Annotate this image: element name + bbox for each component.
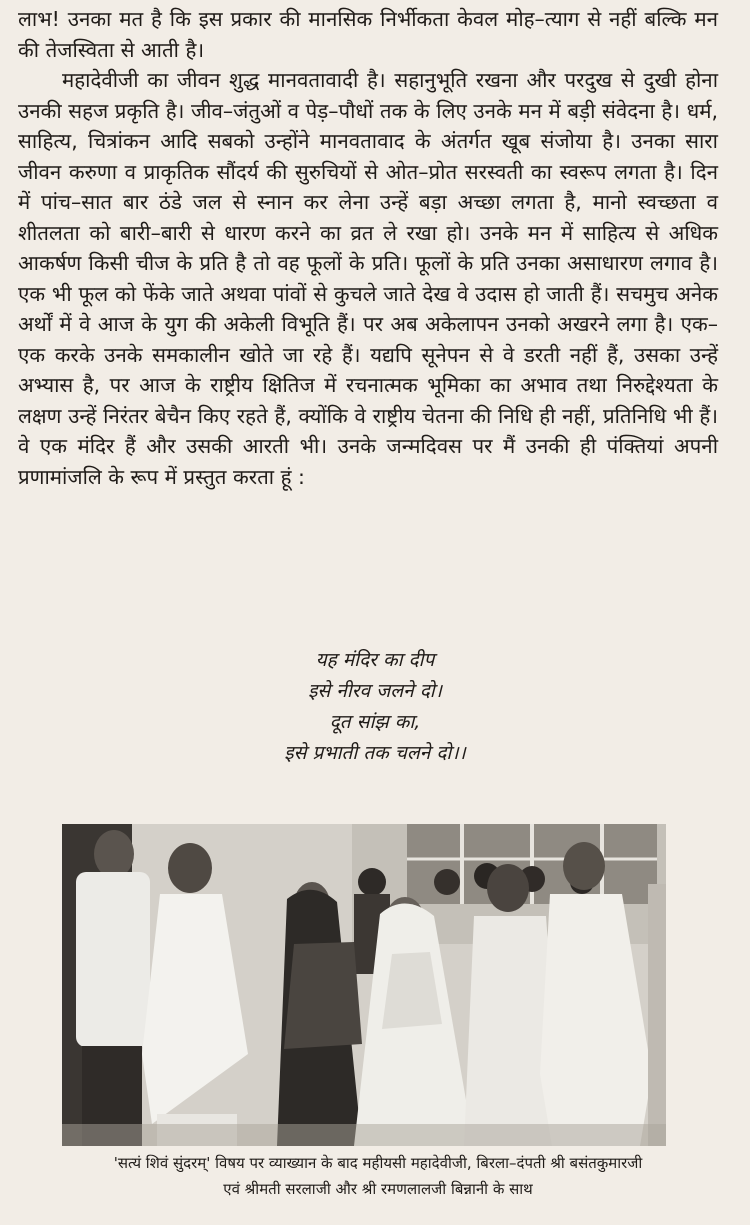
caption-line: 'सत्यं शिवं सुंदरम्' विषय पर व्याख्यान के बाद महीयसी महादेवीजी, बिरला–दंपती श्री बसंतकुमारजी — [113, 1154, 643, 1172]
caption-line: एवं श्रीमती सरलाजी और श्री रमणलालजी बिन्नानी के साथ — [223, 1180, 533, 1198]
poem-quote — [0, 645, 750, 769]
photo-caption — [28, 1150, 728, 1202]
group-photograph — [62, 824, 666, 1146]
photo-illustration — [62, 824, 666, 1146]
poem-line: यह मंदिर का दीप — [315, 649, 435, 671]
poem-line: इसे नीरव जलने दो। — [308, 680, 442, 702]
paragraph-continued: लाभ! उनका मत है कि इस प्रकार की मानसिक निर्भीकता केवल मोह–त्याग से नहीं बल्कि मन की तेजस्विता से आती है। — [18, 7, 718, 62]
poem-line: दूत सांझ का, — [329, 711, 421, 733]
paragraph-mahadevi-life: महादेवीजी का जीवन शुद्ध मानवतावादी है। सहानुभूति रखना और परदुख से दुखी होना उनकी सहज प्रकृति है। जीव–जंतुओं व पेड़–पौधों तक के लिए उनके मन में बड़ी संवेदना है। धर्म, साहित्य, चित्रांकन आदि सबको उन्होंने मानवतावाद के अंतर्गत खूब संजोया है। उनका सारा जीवन करुणा व प्राकृतिक सौंदर्य की सुरुचियों से ओत–प्रोत सरस्वती का स्वरूप लगता है। दिन में पांच–सात बार ठंडे जल से स्नान कर लेना उन्हें बड़ा अच्छा लगता है, मानो स्वच्छता व शीतलता को बारी–बारी से धारण करने का व्रत ले रखा हो। उनके मन में साहित्य से अधिक आकर्षण किसी चीज के प्रति है तो वह फूलों के प्रति। फूलों के प्रति उनका असाधारण लगाव है। एक भी फूल को फेंके जाते अथवा पांवों से कुचले जाते देख वे उदास हो जाती हैं। सचमुच अनेक अर्थों में वे आज के युग की अकेली विभूति हैं। पर अब अकेलापन उनको अखरने लगा है। एक–एक करके उनके समकालीन खोते जा रहे हैं। यद्यपि सूनेपन से वे डरती नहीं हैं, उसका उन्हें अभ्यास है, पर आज के राष्ट्रीय क्षितिज में रचनात्मक भूमिका का अभाव तथा निरुद्देश्यता के लक्षण उन्हें निरंतर बेचैन किए रहते हैं, क्योंकि वे राष्ट्रीय चेतना की निधि ही नहीं, प्रतिनिधि भी हैं। वे एक मंदिर हैं और उसकी आरती भी। उनके जन्मदिवस पर मैं उनकी ही पंक्तियां अपनी प्रणामांजलि के रूप में प्रस्तुत करता हूं : — [18, 68, 718, 489]
poem-line: इसे प्रभाती तक चलने दो।। — [284, 742, 466, 764]
body-text — [18, 4, 718, 492]
